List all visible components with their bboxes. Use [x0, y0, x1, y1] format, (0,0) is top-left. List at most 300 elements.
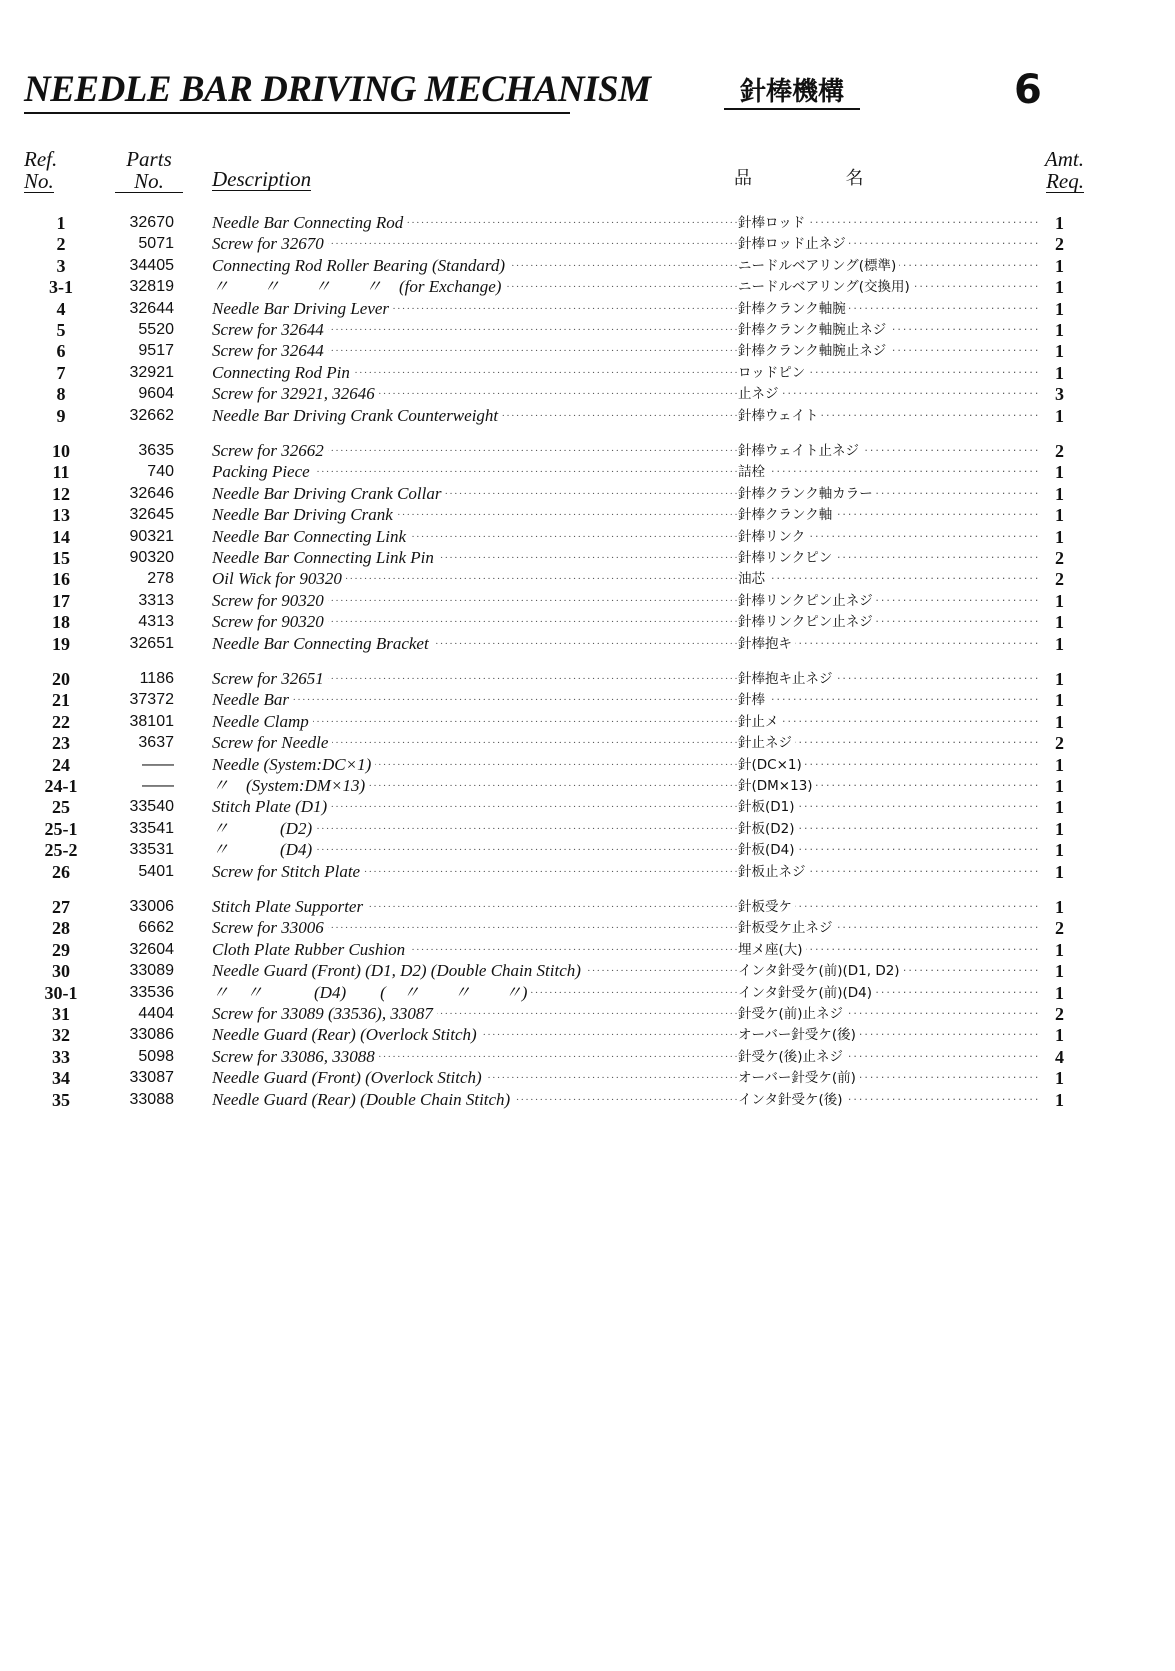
part-name-japanese-text: 埋メ座(大): [738, 942, 806, 958]
part-description-text: Needle Bar Connecting Link Pin: [212, 548, 438, 567]
part-number: 33536: [129, 983, 174, 1001]
part-description-text: Packing Piece: [212, 462, 314, 481]
part-description-text: Needle Guard (Rear) (Overlock Stitch): [212, 1025, 481, 1044]
ref-number: 9: [56, 405, 66, 426]
part-name-japanese: [738, 711, 1038, 733]
part-description-text: Stitch Plate Supporter: [212, 897, 367, 916]
amount-required: 1: [1040, 982, 1064, 1004]
column-header-description: [212, 168, 311, 191]
part-name-japanese: [738, 917, 1038, 939]
part-description-text: Screw for Stitch Plate: [212, 862, 364, 881]
ref-number: 21: [52, 690, 70, 711]
part-description: [212, 590, 738, 612]
part-description: [212, 1046, 738, 1068]
ref-number: 24-1: [44, 776, 78, 796]
ref-number: 13: [52, 505, 70, 526]
leader-dots: [738, 689, 1038, 711]
part-description: [212, 917, 738, 939]
amount-required: 1: [1040, 405, 1064, 427]
table-row: [0, 633, 1175, 655]
ref-number: 34: [52, 1068, 70, 1089]
table-row: [0, 1067, 1175, 1089]
part-description: [212, 611, 738, 633]
part-description: [212, 319, 738, 341]
part-number: 90321: [129, 527, 174, 545]
part-description: [212, 383, 738, 405]
part-description: [212, 568, 738, 590]
part-name-japanese-text: インタ針受ケ(前)(D1, D2): [738, 963, 903, 979]
part-description-text: Screw for 32644: [212, 320, 328, 339]
part-description: [212, 298, 738, 320]
part-description-text: Screw for 33006: [212, 918, 328, 937]
part-name-japanese-text: 針棒リンクピン止ネジ: [738, 593, 876, 609]
part-name-japanese-text: 油芯: [738, 571, 768, 587]
part-description-text: Needle Clamp: [212, 712, 313, 731]
column-header-jp-char1: 品: [734, 168, 756, 189]
part-description: [212, 839, 738, 861]
ref-number: 7: [56, 362, 66, 383]
part-description: [212, 732, 738, 754]
part-number: 3313: [138, 591, 174, 609]
column-header-ref-no: [24, 148, 84, 193]
part-name-japanese: [738, 298, 1038, 320]
part-name-japanese-text: 針棒リンクピン止ネジ: [738, 614, 876, 630]
column-header-parts-no: [114, 148, 184, 193]
table-row: [0, 298, 1175, 320]
amount-required: 1: [1040, 796, 1064, 818]
ref-number: 30-1: [44, 982, 78, 1003]
table-row: [0, 711, 1175, 733]
table-row: [0, 526, 1175, 548]
table-row: [0, 1089, 1175, 1111]
part-description-text: 〃 〃 (D4) ( 〃 〃 〃): [212, 983, 531, 1002]
table-row: [0, 233, 1175, 255]
part-number: 90320: [129, 549, 174, 566]
part-description-text: 〃 (D4): [212, 840, 316, 859]
part-number: 33086: [129, 1026, 174, 1044]
part-name-japanese: [738, 839, 1038, 861]
table-row: [0, 839, 1175, 861]
amount-required: 1: [1040, 590, 1064, 612]
part-name-japanese: [738, 668, 1038, 690]
table-row: [0, 590, 1175, 612]
part-description: [212, 362, 738, 384]
part-description-text: Screw for 32662: [212, 441, 328, 460]
part-number: 278: [147, 570, 174, 588]
amount-required: 1: [1040, 255, 1064, 277]
part-name-japanese: [738, 590, 1038, 612]
part-name-japanese: [738, 818, 1038, 840]
part-number: ——: [142, 755, 174, 773]
amount-required: 1: [1040, 483, 1064, 505]
part-description: [212, 689, 738, 711]
table-row: [0, 483, 1175, 505]
part-number: 32670: [129, 214, 174, 231]
part-description-text: Needle Guard (Front) (Overlock Stitch): [212, 1068, 486, 1087]
ref-number: 17: [52, 590, 70, 611]
part-description: [212, 861, 738, 883]
ref-number: 28: [52, 918, 70, 939]
ref-number: 16: [52, 569, 70, 590]
table-row: [0, 212, 1175, 234]
ref-number: 15: [52, 548, 70, 568]
part-name-japanese-text: 針板止ネジ: [738, 864, 809, 880]
table-row: [0, 668, 1175, 690]
amount-required: 1: [1040, 362, 1064, 384]
leader-dots: [738, 711, 1038, 733]
part-name-japanese-text: インタ針受ケ(後): [738, 1092, 846, 1108]
part-name-japanese-text: 針板(D1): [738, 799, 798, 815]
part-number: 1186: [139, 670, 174, 687]
table-row: [0, 689, 1175, 711]
part-name-japanese: [738, 319, 1038, 341]
part-description-text: 〃 〃 〃 〃 (for Exchange): [212, 277, 505, 296]
amount-required: 2: [1040, 440, 1064, 462]
ref-number: 18: [52, 612, 70, 633]
part-name-japanese: [738, 611, 1038, 633]
part-description-text: 〃 (System:DM×13): [212, 776, 369, 795]
ref-number: 3-1: [49, 277, 73, 298]
table-row: [0, 861, 1175, 883]
amount-required: 1: [1040, 818, 1064, 840]
amount-required: 1: [1040, 960, 1064, 982]
part-description-text: Needle Bar: [212, 690, 293, 709]
part-name-japanese-text: ニードルベアリング(標準): [738, 258, 899, 274]
part-number: 5098: [138, 1047, 174, 1065]
section-number: 6: [1014, 67, 1042, 113]
part-description: [212, 276, 738, 298]
part-description-text: Needle Bar Connecting Bracket: [212, 634, 433, 653]
part-name-japanese-text: 針板(D2): [738, 821, 798, 837]
table-row: [0, 896, 1175, 918]
part-name-japanese-text: 針棒ロッド止ネジ: [738, 236, 849, 252]
amount-required: 1: [1040, 276, 1064, 298]
part-name-japanese: [738, 1046, 1038, 1068]
part-name-japanese: [738, 1089, 1038, 1111]
part-description: [212, 1003, 738, 1025]
part-name-japanese: [738, 1003, 1038, 1025]
ref-number: 6: [56, 341, 66, 362]
part-number: 34405: [129, 256, 174, 274]
part-name-japanese: [738, 1067, 1038, 1089]
part-name-japanese-text: 針板受ケ止ネジ: [738, 920, 836, 936]
amount-required: 1: [1040, 298, 1064, 320]
part-description-text: Screw for 32644: [212, 341, 328, 360]
amount-required: 3: [1040, 383, 1064, 405]
part-number: 32819: [129, 278, 174, 296]
part-name-japanese-text: ロッドピン: [738, 365, 808, 381]
part-description: [212, 633, 738, 655]
part-name-japanese: [738, 233, 1038, 255]
ref-number: 25: [52, 797, 70, 818]
part-description: [212, 233, 738, 255]
part-description: [212, 526, 738, 548]
amount-required: 1: [1040, 611, 1064, 633]
part-name-japanese-text: 針棒ウェイト止ネジ: [738, 443, 862, 459]
ref-number: 32: [52, 1025, 70, 1046]
amount-required: 1: [1040, 689, 1064, 711]
part-number: 33541: [129, 819, 174, 837]
table-row: [0, 939, 1175, 961]
part-name-japanese-text: 針受ケ(後)止ネジ: [738, 1049, 846, 1065]
part-description-text: Screw for Needle: [212, 733, 332, 752]
page-title-japanese: 針棒機構: [724, 76, 860, 110]
part-number: 32921: [129, 363, 174, 381]
part-name-japanese-text: 針棒クランク軸腕止ネジ: [738, 322, 889, 338]
ref-number: 35: [52, 1089, 70, 1110]
part-description: [212, 668, 738, 690]
part-description: [212, 775, 738, 797]
part-description: [212, 982, 738, 1004]
column-header-description-label: Description: [212, 167, 312, 191]
part-number: 4404: [138, 1005, 174, 1022]
part-name-japanese-text: 針受ケ(前)止ネジ: [738, 1006, 846, 1022]
table-row: [0, 276, 1175, 298]
part-name-japanese-text: 止ネジ: [738, 386, 782, 402]
amount-required: 1: [1040, 711, 1064, 733]
part-description-text: Needle Guard (Front) (D1, D2) (Double Chain Stitch): [212, 961, 585, 980]
part-name-japanese: [738, 276, 1038, 298]
part-number: 5401: [138, 862, 174, 880]
amount-required: 1: [1040, 939, 1064, 961]
part-name-japanese-text: 針止ネジ: [738, 735, 795, 751]
part-name-japanese-text: 針棒クランク軸: [738, 507, 835, 523]
ref-number: 25-1: [44, 818, 78, 839]
amount-required: 1: [1040, 861, 1064, 883]
amount-required: 2: [1040, 1003, 1064, 1025]
part-description: [212, 405, 738, 427]
part-description: [212, 212, 738, 234]
part-name-japanese: [738, 982, 1038, 1004]
part-number: 6662: [138, 919, 174, 937]
leader-dots: [738, 383, 1038, 405]
table-row: [0, 340, 1175, 362]
part-description-text: Screw for 33089 (33536), 33087: [212, 1004, 437, 1023]
amount-required: 4: [1040, 1046, 1064, 1068]
part-name-japanese-text: 針板(D4): [738, 842, 798, 858]
part-name-japanese: [738, 526, 1038, 548]
ref-number: 5: [56, 320, 66, 340]
part-description-text: Screw for 32670: [212, 234, 328, 253]
part-description-text: Needle Bar Connecting Rod: [212, 213, 407, 232]
part-description-text: Needle (System:DC×1): [212, 755, 375, 774]
table-row: [0, 917, 1175, 939]
part-description-text: Screw for 32651: [212, 669, 328, 688]
table-row: [0, 1024, 1175, 1046]
part-description-text: Screw for 32921, 32646: [212, 384, 379, 403]
column-header-parts-line2: No.: [115, 170, 183, 193]
table-row: [0, 568, 1175, 590]
leader-dots: [738, 568, 1038, 590]
table-row: [0, 383, 1175, 405]
table-row: [0, 362, 1175, 384]
amount-required: 1: [1040, 896, 1064, 918]
table-row: [0, 461, 1175, 483]
part-number: 33006: [129, 898, 174, 915]
table-row: [0, 982, 1175, 1004]
part-description-text: Connecting Rod Pin: [212, 363, 354, 382]
part-description: [212, 818, 738, 840]
part-name-japanese: [738, 960, 1038, 982]
part-name-japanese: [738, 405, 1038, 427]
column-header-amount-required: [1024, 148, 1084, 193]
table-row: [0, 405, 1175, 427]
part-name-japanese: [738, 362, 1038, 384]
part-name-japanese-text: 針棒リンク: [738, 529, 808, 545]
part-description-text: Screw for 33086, 33088: [212, 1047, 379, 1066]
part-number: 32645: [129, 506, 174, 524]
part-description: [212, 483, 738, 505]
table-row: [0, 440, 1175, 462]
ref-number: 4: [56, 298, 66, 319]
part-name-japanese-text: オーバー針受ケ(後): [738, 1027, 859, 1043]
part-name-japanese: [738, 440, 1038, 462]
part-description: [212, 255, 738, 277]
part-number: 33540: [129, 798, 174, 816]
amount-required: 1: [1040, 526, 1064, 548]
part-description: [212, 960, 738, 982]
part-description: [212, 504, 738, 526]
part-description: [212, 754, 738, 776]
part-number: 3635: [138, 442, 174, 459]
ref-number: 22: [52, 711, 70, 732]
part-description-text: Stitch Plate (D1): [212, 797, 331, 816]
ref-number: 14: [52, 526, 70, 547]
part-number: 33531: [129, 841, 174, 859]
column-header-parts-line1: Parts: [126, 147, 172, 171]
part-description: [212, 547, 738, 569]
part-description-text: Screw for 90320: [212, 612, 328, 631]
amount-required: 1: [1040, 1089, 1064, 1111]
amount-required: 1: [1040, 1024, 1064, 1046]
part-number: 32604: [129, 940, 174, 958]
table-row: [0, 611, 1175, 633]
part-number: 32662: [129, 406, 174, 424]
part-description: [212, 340, 738, 362]
ref-number: 27: [52, 897, 70, 917]
part-name-japanese-text: 針棒抱キ止ネジ: [738, 671, 836, 687]
part-name-japanese-text: 針棒: [738, 692, 768, 708]
part-name-japanese-text: 針棒ロッド: [738, 215, 808, 231]
part-name-japanese: [738, 383, 1038, 405]
amount-required: 1: [1040, 754, 1064, 776]
part-name-japanese: [738, 255, 1038, 277]
part-description-text: 〃 (D2): [212, 819, 316, 838]
part-number: 5071: [138, 235, 174, 253]
ref-number: 11: [52, 462, 70, 483]
column-header-amt-line1: Amt.: [1044, 147, 1084, 171]
part-number: 33088: [129, 1090, 174, 1108]
part-description: [212, 440, 738, 462]
part-name-japanese: [738, 796, 1038, 818]
part-description-text: Needle Bar Driving Crank Collar: [212, 484, 445, 503]
part-number: 9517: [138, 342, 174, 360]
part-description-text: Needle Bar Driving Lever: [212, 299, 393, 318]
table-row: [0, 1003, 1175, 1025]
column-header-ref-line1: Ref.: [24, 147, 58, 171]
ref-number: 2: [56, 234, 66, 255]
part-description-text: Connecting Rod Roller Bearing (Standard): [212, 256, 509, 275]
part-number: 32644: [129, 299, 174, 317]
part-description: [212, 711, 738, 733]
part-name-japanese-text: 針止メ: [738, 714, 782, 730]
part-name-japanese-text: ニードルベアリング(交換用): [738, 279, 913, 295]
leader-dots: [738, 461, 1038, 483]
part-number: 33087: [129, 1069, 174, 1087]
part-name-japanese: [738, 568, 1038, 590]
part-name-japanese-text: 針(DM×13): [738, 778, 816, 794]
part-name-japanese-text: 針(DC×1): [738, 757, 805, 773]
table-row: [0, 1046, 1175, 1068]
part-description: [212, 461, 738, 483]
part-name-japanese: [738, 340, 1038, 362]
amount-required: 1: [1040, 633, 1064, 655]
part-name-japanese-text: オーバー針受ケ(前): [738, 1070, 859, 1086]
amount-required: 1: [1040, 504, 1064, 526]
ref-number: 31: [52, 1004, 70, 1024]
table-row: [0, 960, 1175, 982]
part-description: [212, 1067, 738, 1089]
part-number: 4313: [138, 613, 174, 631]
part-description-text: Screw for 90320: [212, 591, 328, 610]
part-name-japanese-text: 針棒クランク軸腕止ネジ: [738, 343, 889, 359]
amount-required: 1: [1040, 319, 1064, 341]
part-name-japanese: [738, 504, 1038, 526]
amount-required: 2: [1040, 732, 1064, 754]
part-description-text: Needle Bar Driving Crank Counterweight: [212, 406, 502, 425]
column-header-japanese-name: [734, 168, 867, 190]
part-number: 32651: [129, 634, 174, 652]
ref-number: 20: [52, 669, 70, 689]
ref-number: 3: [56, 255, 66, 276]
table-row: [0, 796, 1175, 818]
table-row: [0, 319, 1175, 341]
ref-number: 33: [52, 1046, 70, 1067]
part-description: [212, 796, 738, 818]
part-name-japanese: [738, 461, 1038, 483]
part-name-japanese: [738, 483, 1038, 505]
table-row: [0, 255, 1175, 277]
ref-number: 8: [56, 384, 66, 405]
table-row: [0, 775, 1175, 797]
part-name-japanese: [738, 861, 1038, 883]
part-name-japanese: [738, 896, 1038, 918]
amount-required: 2: [1040, 547, 1064, 569]
amount-required: 2: [1040, 917, 1064, 939]
part-description-text: Needle Guard (Rear) (Double Chain Stitch): [212, 1090, 514, 1109]
part-number: 9604: [138, 385, 174, 403]
amount-required: 1: [1040, 775, 1064, 797]
part-name-japanese: [738, 547, 1038, 569]
part-name-japanese: [738, 939, 1038, 961]
part-name-japanese-text: 針板受ケ: [738, 899, 795, 915]
part-name-japanese-text: 針棒クランク軸腕: [738, 301, 849, 317]
page-header: [24, 68, 1124, 128]
part-name-japanese: [738, 689, 1038, 711]
part-description-text: Oil Wick for 90320: [212, 569, 346, 588]
part-number: ——: [142, 777, 174, 794]
ref-number: 25-2: [44, 840, 78, 861]
part-number: 3637: [138, 734, 174, 752]
amount-required: 1: [1040, 1067, 1064, 1089]
part-name-japanese-text: 針棒リンクピン: [738, 550, 835, 566]
column-header-jp-char2: 名: [845, 168, 868, 189]
part-description-text: Needle Bar Connecting Link: [212, 527, 410, 546]
part-number: 32646: [129, 484, 174, 502]
part-description: [212, 1089, 738, 1111]
part-number: 37372: [129, 691, 174, 709]
ref-number: 19: [52, 633, 70, 654]
